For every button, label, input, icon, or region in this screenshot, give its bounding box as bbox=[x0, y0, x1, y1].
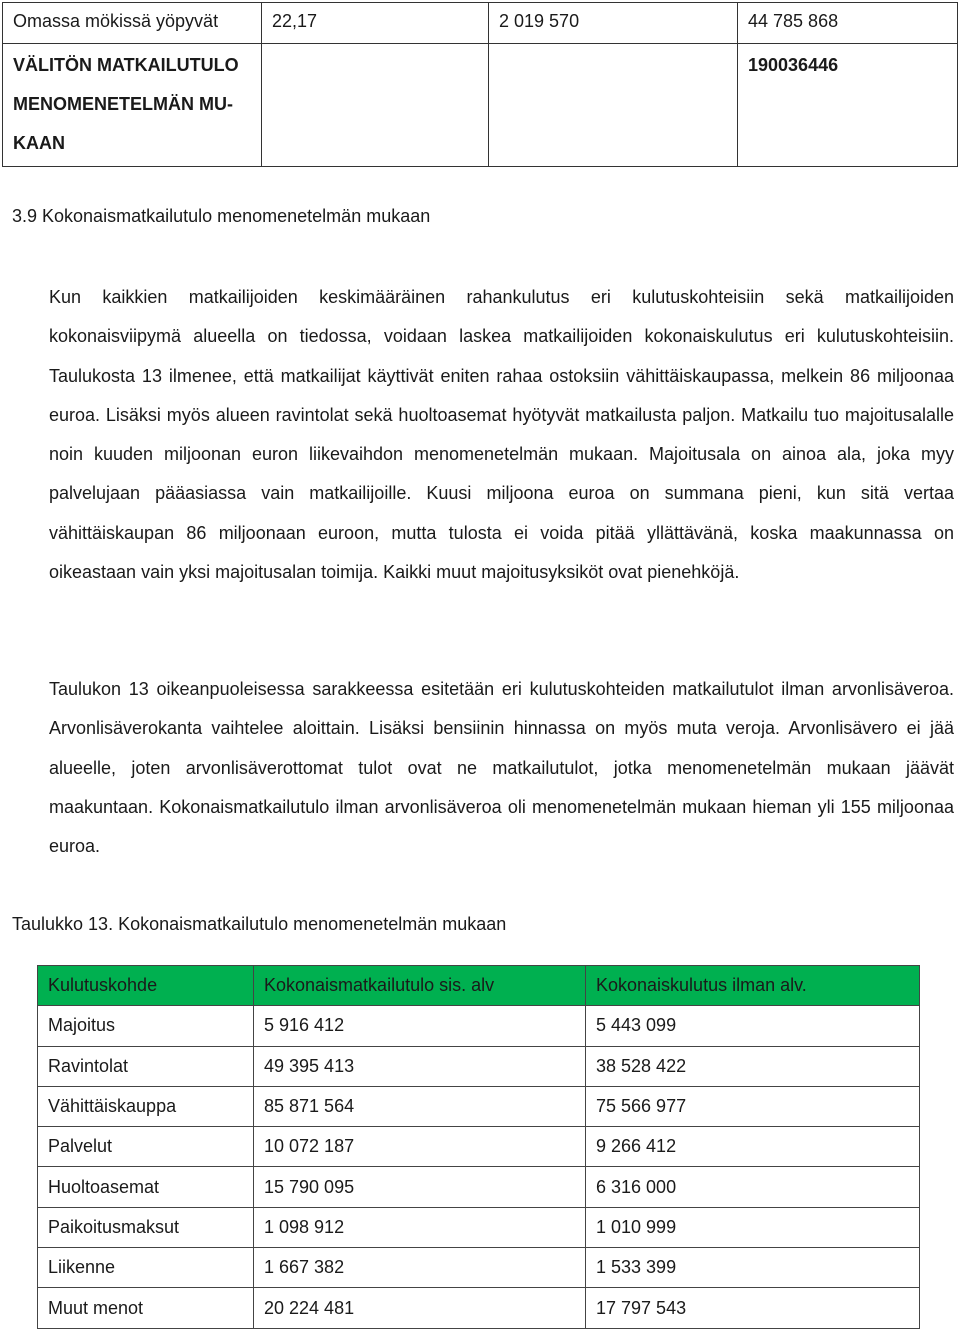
value-cell: 85 871 564 bbox=[254, 1086, 586, 1126]
table-row bbox=[38, 1207, 920, 1247]
table-row bbox=[38, 1167, 920, 1207]
summary-table bbox=[2, 2, 958, 167]
category-cell: Palvelut bbox=[38, 1127, 254, 1167]
table-row bbox=[38, 1046, 920, 1086]
category-cell: Huoltoasemat bbox=[38, 1167, 254, 1207]
category-cell: Paikoitusmaksut bbox=[38, 1207, 254, 1247]
paragraph: Taulukon 13 oikeanpuoleisessa sarakkeessa esitetään eri kulutuskohteiden matkailutulot ilman arvonlisäveroa. Arvonlisäverokanta vaihtelee aloittain. Lisäksi bensiinin hinnassa on myös muta veroja. Arvonlisävero ei jää alueelle, joten arvonlisäverottomat tulot ovat ne matkailutulot, jotka menomenetelmän mukaan jäävät maakuntaan. Kokonaismatkailutulo ilman arvonlisäveroa oli menomenetelmän mukaan hieman yli 155 miljoonaa euroa. bbox=[49, 679, 954, 857]
cell-value bbox=[489, 44, 738, 167]
value-cell: 1 533 399 bbox=[586, 1248, 920, 1288]
table-row bbox=[38, 1248, 920, 1288]
value-cell: 20 224 481 bbox=[254, 1288, 586, 1328]
table-caption: Taulukko 13. Kokonaismatkailutulo menomenetelmän mukaan bbox=[12, 914, 507, 934]
table-row bbox=[3, 44, 958, 167]
value-cell: 5 443 099 bbox=[586, 1006, 920, 1046]
value-cell: 75 566 977 bbox=[586, 1086, 920, 1126]
value-cell: 6 316 000 bbox=[586, 1167, 920, 1207]
value-cell: 10 072 187 bbox=[254, 1127, 586, 1167]
table-row bbox=[38, 1086, 920, 1126]
value-cell: 15 790 095 bbox=[254, 1167, 586, 1207]
value-cell: 5 916 412 bbox=[254, 1006, 586, 1046]
table-row bbox=[3, 3, 958, 44]
category-cell: Majoitus bbox=[38, 1006, 254, 1046]
cell-value: 22,17 bbox=[262, 3, 489, 44]
section-heading: 3.9 Kokonaismatkailutulo menomenetelmän mukaan bbox=[12, 206, 431, 226]
table-row bbox=[38, 1006, 920, 1046]
table-header-row bbox=[38, 966, 920, 1006]
cell-value: 44 785 868 bbox=[738, 3, 958, 44]
column-header: Kokonaiskulutus ilman alv. bbox=[586, 966, 920, 1006]
category-cell: Liikenne bbox=[38, 1248, 254, 1288]
column-header: Kulutuskohde bbox=[38, 966, 254, 1006]
cell-value: 2 019 570 bbox=[489, 3, 738, 44]
category-cell: Ravintolat bbox=[38, 1046, 254, 1086]
cell-value bbox=[262, 44, 489, 167]
value-cell: 38 528 422 bbox=[586, 1046, 920, 1086]
paragraph: Kun kaikkien matkailijoiden keskimääräinen rahankulutus eri kulutuskohteisiin sekä matkailijoiden kokonaisviipymä alueella on tiedossa, voidaan laskea matkailijoiden kokonaiskulutus eri kulutuskohteisiin. Taulukosta 13 ilmenee, että matkailijat käyttivät eniten rahaa ostoksiin vähittäiskaupassa, melkein 86 miljoonaa euroa. Lisäksi myös alueen ravintolat sekä huoltoasemat hyötyvät matkailusta paljon. Matkailu tuo majoitusalalle noin kuuden miljoonan euron liikevaihdon menomenetelmän mukaan. Majoitusala on ainoa ala, joka myy palvelujaan pääasiassa vain matkailijoille. Kuusi miljoona euroa on summana pieni, kun sitä vertaa vähittäiskaupan 86 miljoonaan euroon, mutta tulosta ei voida pitää yllättävänä, koska maakunnassa on oikeastaan vain yksi majoitusalan toimija. Kaikki muut majoitusyksiköt ovat pienehköjä. bbox=[49, 287, 954, 583]
value-cell: 49 395 413 bbox=[254, 1046, 586, 1086]
table-13 bbox=[37, 965, 920, 1329]
column-header: Kokonaismatkailutulo sis. alv bbox=[254, 966, 586, 1006]
category-cell: Vähittäiskauppa bbox=[38, 1086, 254, 1126]
cell-value: 190036446 bbox=[738, 44, 958, 167]
value-cell: 17 797 543 bbox=[586, 1288, 920, 1328]
row-label: VÄLITÖN MATKAILUTULO MENOMENETELMÄN MU-KAAN bbox=[3, 44, 262, 167]
category-cell: Muut menot bbox=[38, 1288, 254, 1328]
value-cell: 1 098 912 bbox=[254, 1207, 586, 1247]
table-row bbox=[38, 1288, 920, 1328]
value-cell: 9 266 412 bbox=[586, 1127, 920, 1167]
row-label: Omassa mökissä yöpyvät bbox=[3, 3, 262, 44]
value-cell: 1 010 999 bbox=[586, 1207, 920, 1247]
table-row bbox=[38, 1127, 920, 1167]
value-cell: 1 667 382 bbox=[254, 1248, 586, 1288]
